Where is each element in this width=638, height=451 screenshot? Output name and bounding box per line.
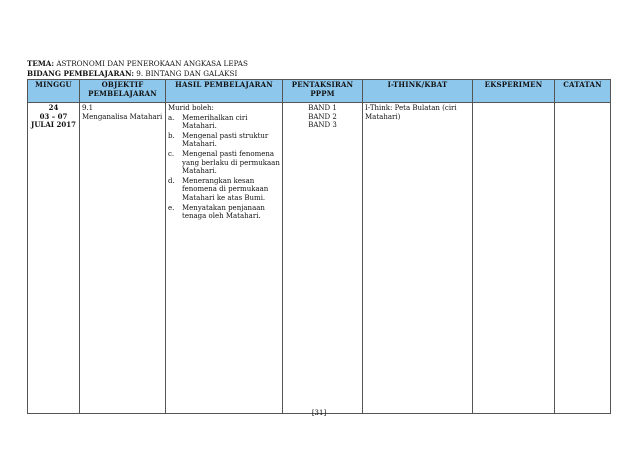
cell-minggu [28,103,80,414]
page-number: [31] [311,409,327,417]
cell-hasil [166,103,283,414]
list-item: a. Memerihalkan ciri Matahari. [168,113,248,131]
table-row [28,103,611,414]
header-hasil: HASIL PEMBELAJARAN [166,80,283,103]
cell-pentaksiran [283,103,363,414]
list-item: d. Menerangkan kesan fenomena di permukaan Matahari ke atas Bumi. [168,176,269,202]
ithink-text: I-Think: Peta Bulatan (ciri Matahari) [365,104,457,121]
header-objektif: OBJEKTIF PEMBELAJARAN [80,80,166,103]
objective-code: 9.1 [82,104,94,112]
tema-value: ASTRONOMI DAN PENEROKAAN ANGKASA LEPAS [56,59,248,68]
cell-ithink [363,103,473,414]
list-item: e. Menyatakan penjanaan tenaga oleh Matahari. [168,203,265,221]
header-minggu: MINGGU [28,80,80,103]
outcome-list [168,114,280,221]
bidang-value: 9. BINTANG DAN GALAKSI [136,69,238,78]
header-ithink: I-THINK/KBAT [363,80,473,103]
tema-line [27,59,248,68]
cell-catatan [555,103,611,414]
band-1: BAND 1 [308,104,337,112]
lesson-plan-table [27,79,611,414]
cell-objektif [80,103,166,414]
objective-text: Menganalisa Matahari [82,112,163,121]
header-catatan: CATATAN [555,80,611,103]
band-3: BAND 3 [308,121,337,130]
week-month: JULAI 2017 [31,120,76,130]
header-eksperimen: EKSPERIMEN [473,80,555,103]
header-row [28,80,611,103]
band-2: BAND 2 [308,112,337,121]
header-pentaksiran: PENTAKSIRAN PPPM [283,80,363,103]
week-range: 03 – 07 [39,111,68,121]
bidang-line [27,69,237,78]
outcome-lead: Murid boleh: [168,104,214,112]
week-number: 24 [48,103,59,112]
bidang-label: BIDANG PEMBELAJARAN: [27,69,134,78]
list-item: c. Mengenal pasti fenomena yang berlaku di permukaan Matahari. [168,149,280,176]
list-item: b. Mengenal pasti struktur Matahari. [168,131,269,149]
cell-eksperimen [473,103,555,414]
tema-label: TEMA: [27,59,55,68]
